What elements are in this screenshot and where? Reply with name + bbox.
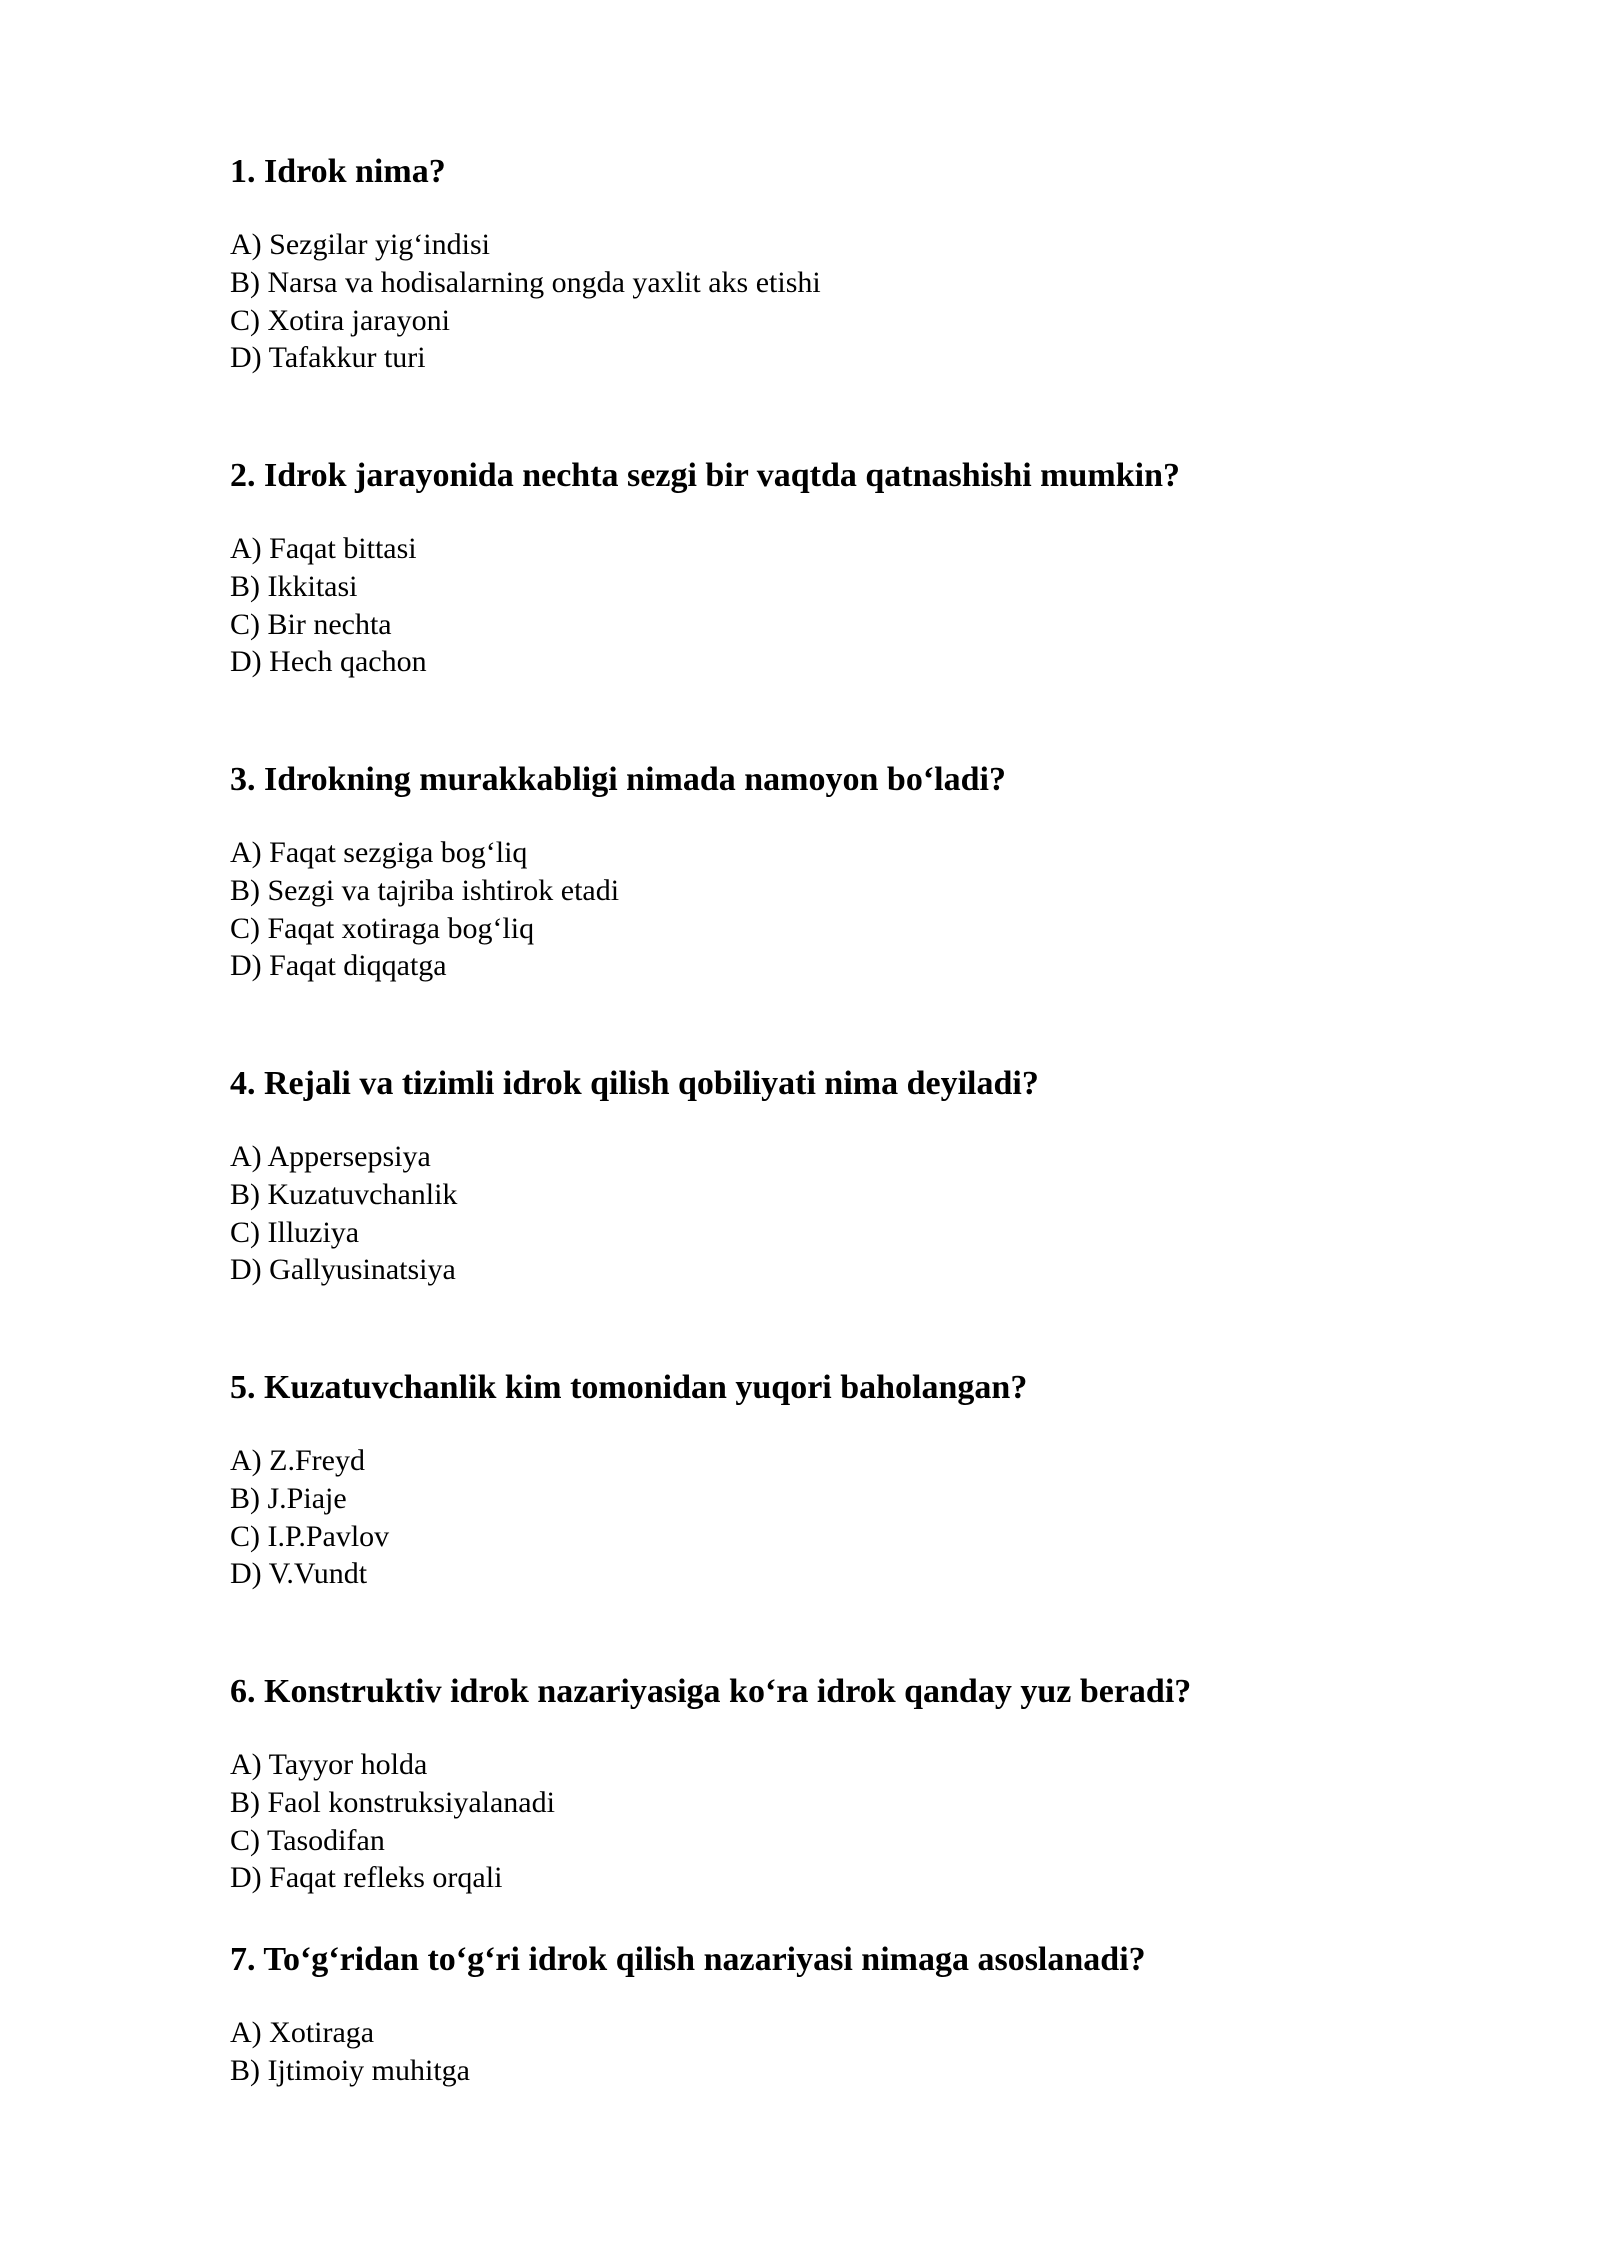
answer-option-a: A) Faqat bittasi	[230, 532, 417, 565]
answer-option-d: D) Tafakkur turi	[230, 341, 426, 375]
answer-option-c: C) Bir nechta	[230, 607, 392, 641]
answer-option-a: A) Sezgilar yig‘indisi	[230, 228, 490, 261]
answer-option-c: C) Tasodifan	[230, 1823, 385, 1857]
answer-options	[230, 1746, 1480, 1897]
answer-options	[230, 226, 1480, 377]
answer-options	[230, 834, 1480, 985]
answer-option-d: D) Faqat diqqatga	[230, 949, 447, 983]
question-title: 6. Konstruktiv idrok nazariyasiga ko‘ra idrok qanday yuz beradi?	[230, 1673, 1192, 1710]
answer-option-c: C) I.P.Pavlov	[230, 1519, 390, 1553]
answer-option-a: A) Z.Freyd	[230, 1444, 365, 1477]
question-title: 3. Idrokning murakkabligi nimada namoyon bo‘ladi?	[230, 761, 1006, 798]
answer-option-b: B) J.Piaje	[230, 1481, 347, 1515]
question-5	[230, 1368, 1480, 1593]
question-7	[230, 1940, 1480, 2090]
question-title: 7. To‘g‘ridan to‘g‘ri idrok qilish nazariyasi nimaga asoslanadi?	[230, 1941, 1146, 1978]
answer-option-a: A) Xotiraga	[230, 2016, 375, 2049]
answer-options	[230, 1138, 1480, 1289]
answer-options	[230, 2014, 1480, 2090]
answer-options	[230, 1442, 1480, 1593]
answer-option-b: B) Ikkitasi	[230, 569, 358, 603]
question-title: 4. Rejali va tizimli idrok qilish qobiliyati nima deyiladi?	[230, 1065, 1039, 1102]
question-title: 1. Idrok nima?	[230, 153, 446, 190]
answer-option-b: B) Faol konstruksiyalanadi	[230, 1785, 555, 1819]
answer-option-b: B) Narsa va hodisalarning ongda yaxlit aks etishi	[230, 265, 821, 299]
question-2	[230, 456, 1480, 681]
answer-option-c: C) Xotira jarayoni	[230, 303, 450, 337]
question-6	[230, 1672, 1480, 1897]
answer-option-b: B) Ijtimoiy muhitga	[230, 2053, 470, 2087]
answer-option-b: B) Kuzatuvchanlik	[230, 1177, 458, 1211]
answer-option-d: D) Faqat refleks orqali	[230, 1861, 503, 1895]
answer-options	[230, 530, 1480, 681]
answer-option-d: D) V.Vundt	[230, 1557, 368, 1591]
answer-option-b: B) Sezgi va tajriba ishtirok etadi	[230, 873, 620, 907]
answer-option-a: A) Faqat sezgiga bog‘liq	[230, 836, 528, 869]
answer-option-d: D) Hech qachon	[230, 645, 427, 679]
answer-option-a: A) Tayyor holda	[230, 1748, 428, 1781]
answer-option-d: D) Gallyusinatsiya	[230, 1253, 456, 1287]
question-3	[230, 760, 1480, 985]
question-title: 2. Idrok jarayonida nechta sezgi bir vaqtda qatnashishi mumkin?	[230, 457, 1180, 494]
question-1	[230, 152, 1480, 377]
question-title: 5. Kuzatuvchanlik kim tomonidan yuqori baholangan?	[230, 1369, 1028, 1406]
answer-option-c: C) Faqat xotiraga bog‘liq	[230, 911, 535, 945]
answer-option-a: A) Appersepsiya	[230, 1140, 431, 1173]
question-4	[230, 1064, 1480, 1289]
answer-option-c: C) Illuziya	[230, 1215, 360, 1249]
